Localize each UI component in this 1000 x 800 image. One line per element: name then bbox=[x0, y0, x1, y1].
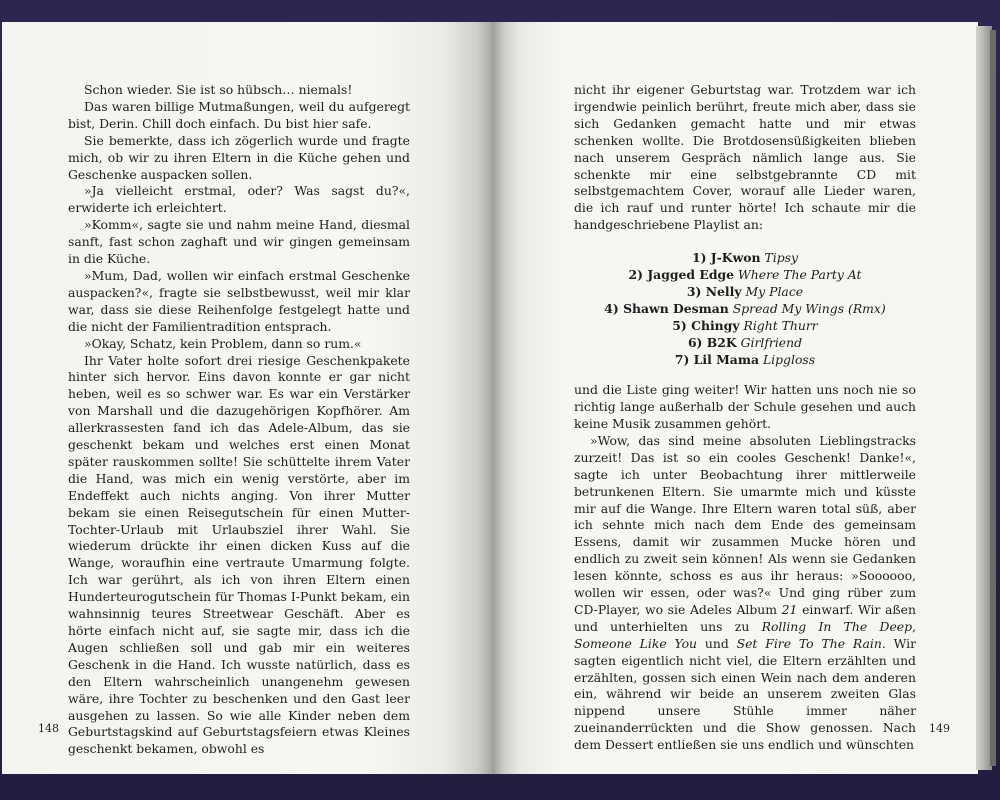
paragraph: Das waren billige Mutmaßungen, weil du aufgeregt bist, Derin. Chill doch einfach. Du bist hier safe. bbox=[68, 98, 410, 131]
paragraph: Sie bemerkte, dass ich zögerlich wurde und fragte mich, ob wir zu ihren Eltern in die Küche gehen und Geschenke auspacken sollen. bbox=[68, 132, 410, 182]
playlist bbox=[574, 249, 916, 368]
right-page bbox=[492, 22, 978, 774]
right-page-text bbox=[574, 82, 916, 754]
playlist-item: 4) Shawn Desman Spread My Wings (Rmx) bbox=[604, 301, 886, 317]
paragraph: und die Liste ging weiter! Wir hatten uns noch nie so richtig lange außerhalb der Schule gesehen und auch keine Musik zusammen gehört. bbox=[574, 382, 916, 431]
page-number-left: 148 bbox=[38, 722, 59, 735]
paragraph: »Wow, das sind meine absoluten Lieblingstracks zurzeit! Das ist so ein cooles Geschenk! Danke!«, sagte ich unter Beobachtung ihrer mittlerweile betrunkenen Eltern. Sie umarmte mich und küsste mir auf die Wange. Ihre Eltern waren total süß, aber ich sehnte mich nach dem Ende des gemeinsam Essens, damit wir zusammen Mucke hören und endlich zu zweit sein können! Als wenn sie Gedanken lesen könnte, schoss es aus ihr heraus: »Soooooo, wollen wir essen, oder was?« Und ging rüber zum CD-Player, wo sie Adeles Album 21 einwarf. Wir aßen und unterhielten uns zu Rolling In The Deep, Someone Like You und Set Fire To The Rain. Wir sagten eigentlich nicht viel, die Eltern erzählten und erzählten, gossen sich einen Wein nach dem anderen ein, während wir beide an unserem zweiten Glas nippend unsere Stühle immer näher zueinanderrückten und die Show genossen. Nach dem Dessert entließen sie uns endlich und wünschten bbox=[574, 432, 917, 753]
paragraph: »Komm«, sagte sie und nahm meine Hand, diesmal sanft, fast schon zaghaft und wir gingen gemeinsam in die Küche. bbox=[68, 217, 410, 267]
paragraph: nicht ihr eigener Geburtstag war. Trotzdem war ich irgendwie peinlich berührt, freute mich aber, dass sie sich Gedanken gemacht hatte und mir etwas schenken wollte. Die Brotdosensüßigkeiten blieben nach unserem Gespräch nämlich lange aus. Sie schenkte mir eine selbstgebrannte CD mit selbstgemachtem Cover, worauf alle Lieder waren, die ich rauf und runter hörte! Ich schaute mir die handgeschriebene Playlist an: bbox=[574, 82, 916, 233]
playlist-item: 7) Lil Mama Lipgloss bbox=[674, 352, 816, 368]
playlist-item: 5) Chingy Right Thurr bbox=[672, 318, 818, 334]
playlist-item: 1) J-Kwon Tipsy bbox=[691, 250, 798, 266]
paragraph: Schon wieder. Sie ist so hübsch… niemals! bbox=[84, 82, 353, 97]
paragraph: Ihr Vater holte sofort drei riesige Geschenkpakete hinter sich hervor. Eins davon konnte er gar nicht heben, weil es so schwer war. Es war ein Verstärker von Marshall und die dazugehörigen Kopfhörer. Am allerkrassesten fand ich das Adele-Album, das sie geschenkt bekam und welches erst einen Monat später rauskommen sollte! Sie schüttelte ihrem Vater die Hand, was mich ein wenig verstörte, aber im Endeffekt auch nichts anging. Von ihrer Mutter bekam sie einen Reisegutschein für einen Mutter-Tochter-Urlaub mit Urlaubsziel ihrer Wahl. Sie wiederum drückte ihr einen dicken Kuss auf die Wange, woraufhin eine vertraute Umarmung folgte. Ich war gerührt, als ich von ihren Eltern einen Hunderteurogutschein für Thomas I-Punkt bekam, ein wahnsinnig teures Streetwear Geschäft. Aber es hörte einfach nicht auf, sie sagte mir, dass ich die Augen schließen soll und gab mir ein weiteres Geschenk in die Hand. Ich wusste natürlich, dass es den Eltern wahrscheinlich unangenehm gewesen wäre, ihre Tochter zu beschenken und den Gast leer ausgehen zu lassen. So wie alle Kinder neben dem Geburtstagskind auf Geburtstagsfeiern etwas Kleines geschenkt bekamen, obwohl es bbox=[68, 352, 410, 757]
paragraph: »Mum, Dad, wollen wir einfach erstmal Geschenke auspacken?«, fragte sie selbstbewusst, weil mir klar war, dass sie diese Reihenfolge festgelegt hatte und die nicht der Familientradition entsprach. bbox=[68, 267, 410, 334]
page-number-right: 149 bbox=[929, 722, 950, 735]
paragraph: »Okay, Schatz, kein Problem, dann so rum.« bbox=[84, 335, 362, 351]
playlist-item: 3) Nelly My Place bbox=[686, 284, 804, 300]
book-cover-edge bbox=[990, 30, 996, 766]
left-page bbox=[2, 22, 492, 774]
paragraph: »Ja vielleicht erstmal, oder? Was sagst du?«, erwiderte ich erleichtert. bbox=[68, 183, 410, 216]
left-page-text bbox=[68, 82, 410, 758]
playlist-item: 6) B2K Girlfriend bbox=[687, 335, 803, 351]
playlist-item: 2) Jagged Edge Where The Party At bbox=[628, 267, 862, 283]
